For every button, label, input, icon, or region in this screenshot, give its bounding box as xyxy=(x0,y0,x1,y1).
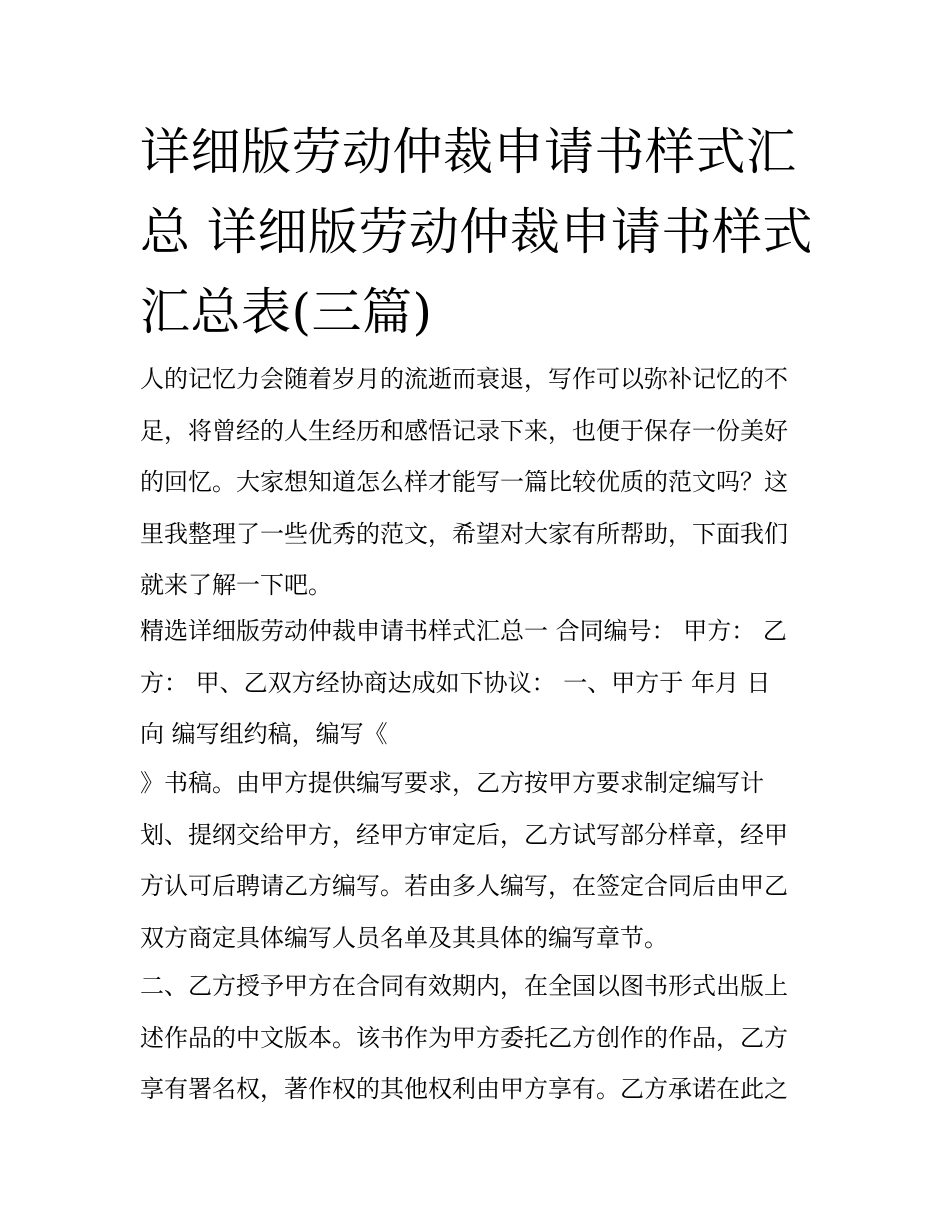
contract-clause-2 xyxy=(140,961,820,1116)
text-line: 就来了解一下吧。 xyxy=(140,571,332,599)
intro-paragraph xyxy=(140,354,820,612)
text-line: 二、乙方授予甲方在合同有效期内，在全国以图书形式出版上 xyxy=(140,972,788,1000)
text-line: 向 编写组约稿，编写《 xyxy=(140,720,388,748)
text-line: 里我整理了一些优秀的范文，希望对大家有所帮助，下面我们 xyxy=(140,519,788,548)
text-line: 双方商定具体编写人员名单及其具体的编写章节。 xyxy=(140,923,668,952)
document-title xyxy=(140,112,820,352)
text-line: 人的记忆力会随着岁月的流逝而衰退，写作可以弥补记忆的不 xyxy=(140,365,788,393)
title-line: 总 详细版劳动仲裁申请书样式 xyxy=(140,203,813,261)
text-line: 享有署名权，著作权的其他权利由甲方享有。乙方承诺在此之 xyxy=(140,1075,788,1103)
text-line: 的回忆。大家想知道怎么样才能写一篇比较优质的范文吗？这 xyxy=(140,468,788,496)
text-line: 方认可后聘请乙方编写。若由多人编写，在签定合同后由甲乙 xyxy=(140,872,788,900)
text-line: 划、提纲交给甲方，经甲方审定后，乙方试写部分样章，经甲 xyxy=(140,820,788,849)
title-line: 汇总表(三篇) xyxy=(140,283,433,341)
text-line: 述作品的中文版本。该书作为甲方委托乙方创作的作品，乙方 xyxy=(140,1023,788,1052)
title-line: 详细版劳动仲裁申请书样式汇 xyxy=(140,123,797,181)
text-line: 精选详细版劳动仲裁申请书样式汇总一 合同编号： 甲方： 乙 xyxy=(140,617,787,645)
text-line: 》书稿。由甲方提供编写要求，乙方按甲方要求制定编写计 xyxy=(140,769,764,797)
contract-clause-1 xyxy=(140,758,820,964)
text-line: 足，将曾经的人生经历和感悟记录下来，也便于保存一份美好 xyxy=(140,416,788,445)
contract-intro-paragraph xyxy=(140,606,820,761)
text-line: 方： 甲、乙双方经协商达成如下协议： 一、甲方于 年月 日 xyxy=(140,668,771,697)
